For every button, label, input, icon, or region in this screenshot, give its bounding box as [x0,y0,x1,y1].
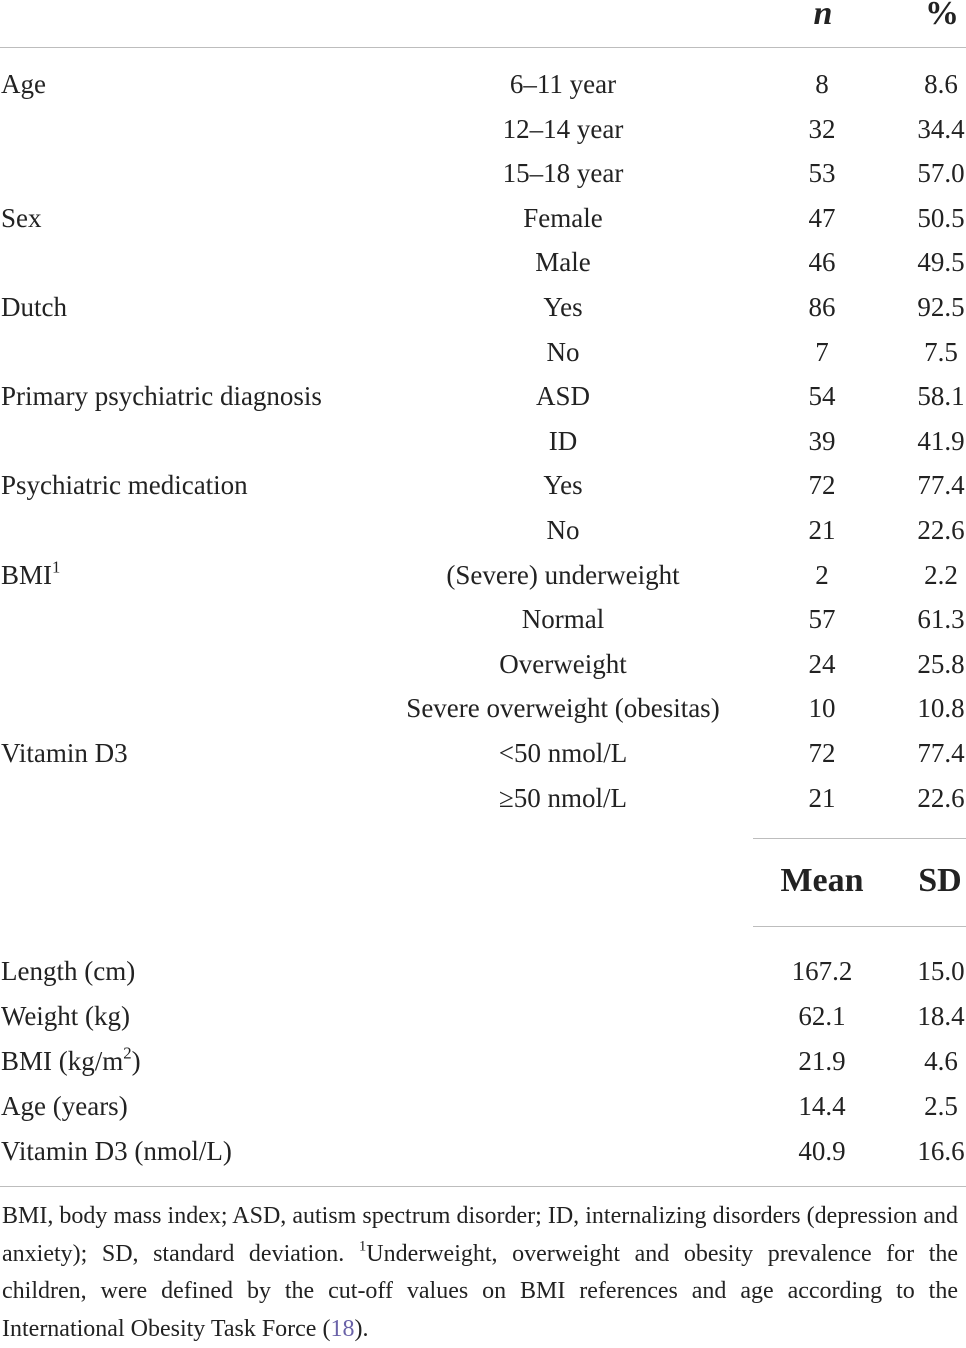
row-category: Severe overweight (obesitas) [406,693,720,724]
row-n: 2 [815,559,829,590]
row-percent: 77.4 [917,738,965,768]
row-percent: 34.4 [917,113,965,144]
continuous-variable-suffix: ) [131,1046,141,1076]
continuous-variable: Weight (kg) [1,1001,131,1031]
row-category: 15–18 year [502,158,624,189]
header-n: n [813,0,833,32]
row-n: 46 [808,247,836,278]
row-category: Yes [543,292,583,322]
continuous-variable-text: BMI (kg/m [1,1046,124,1076]
row-n: 21 [808,782,836,813]
row-variable: Sex [1,202,42,233]
row-category: <50 nmol/L [498,738,628,768]
row-category: ≥50 nmol/L [498,782,628,813]
row-n: 8 [815,69,829,99]
header-rule [0,47,966,48]
row-percent: 61.3 [917,604,965,635]
row-n: 32 [808,113,836,144]
row-category: 6–11 year [509,69,617,99]
row-variable: Vitamin D3 [1,738,128,768]
row-n: 86 [808,292,836,322]
mean-sd-top-rule [753,838,966,839]
continuous-mean: 40.9 [798,1136,846,1166]
row-variable: Psychiatric medication [1,470,248,501]
row-category: ID [548,425,578,456]
continuous-sd: 4.6 [924,1046,958,1076]
row-n: 57 [808,604,836,635]
row-n: 54 [808,381,836,412]
row-percent: 22.6 [917,515,965,545]
header-sd: SD [918,862,962,899]
row-category: Male [535,247,591,278]
footnote-abbreviations: BMI, body mass index; ASD, autism spectrum disorder; ID, internalizing disorders (depression and anxiety); SD, standard deviation. [2,1203,958,1267]
row-percent: 22.6 [917,782,965,813]
continuous-sd: 18.4 [917,1001,965,1031]
footnote-marker: 1 [358,1238,367,1255]
row-category: Female [523,202,603,233]
mean-sd-bottom-rule [753,926,966,927]
row-n: 72 [808,738,836,768]
row-percent: 49.5 [917,247,965,278]
continuous-sd: 2.5 [924,1091,958,1121]
continuous-variable: Age (years) [1,1091,128,1121]
row-percent: 77.4 [917,470,965,501]
header-percent: % [925,0,959,32]
row-percent: 50.5 [917,202,965,233]
row-percent: 25.8 [917,648,965,679]
continuous-mean: 14.4 [798,1091,846,1121]
continuous-variable [1,1045,141,1077]
continuous-sd: 16.6 [917,1136,965,1166]
row-percent: 7.5 [924,336,958,367]
bmi-footnote-marker: 1 [52,556,61,576]
row-category: Overweight [499,648,627,679]
continuous-sd: 15.0 [917,956,965,986]
footnote-reference-link[interactable]: 18 [330,1315,355,1342]
table-bottom-rule [0,1186,966,1187]
row-percent: 58.1 [917,381,965,412]
row-variable: BMI$^1$ [1,556,61,590]
continuous-mean: 21.9 [798,1046,846,1076]
continuous-mean: 62.1 [798,1001,846,1031]
row-variable: Age [1,69,46,99]
continuous-mean: 167.2 [791,956,853,986]
row-category: ASD [535,381,590,412]
row-n: 7 [815,336,829,367]
row-n: 39 [808,425,836,456]
row-variable: Dutch [1,292,67,322]
footnote-end: ). [354,1315,369,1342]
row-n: 10 [808,693,836,724]
table-footnote [2,1198,958,1348]
row-percent: 2.2 [924,559,958,590]
row-n: 47 [808,202,836,233]
row-category: (Severe) underweight [446,559,680,590]
continuous-variable-superscript: 2 [123,1043,132,1063]
row-variable: Primary psychiatric diagnosis [1,381,322,412]
row-category: No [546,515,580,545]
row-percent: 92.5 [917,292,965,322]
continuous-variable: Vitamin D3 (nmol/L) [1,1136,232,1166]
row-category: No [546,336,580,367]
continuous-variable: Length (cm) [1,956,136,986]
row-category: 12–14 year [502,113,624,144]
row-category: Normal [521,604,605,635]
row-percent: 41.9 [917,425,965,456]
row-n: 53 [808,158,836,189]
header-mean: Mean [780,862,864,899]
row-n: 24 [808,648,836,679]
row-category: Yes [543,470,583,501]
row-percent: 10.8 [917,693,965,724]
footnote-text: Underweight, overweight and obesity prevalence for the children, were defined by the cut-off values on BMI references and age according to the International Obesity Task Force ( [2,1240,959,1342]
row-n: 21 [808,515,836,545]
row-percent: 8.6 [924,69,958,99]
row-n: 72 [808,470,836,501]
row-percent: 57.0 [917,158,965,189]
